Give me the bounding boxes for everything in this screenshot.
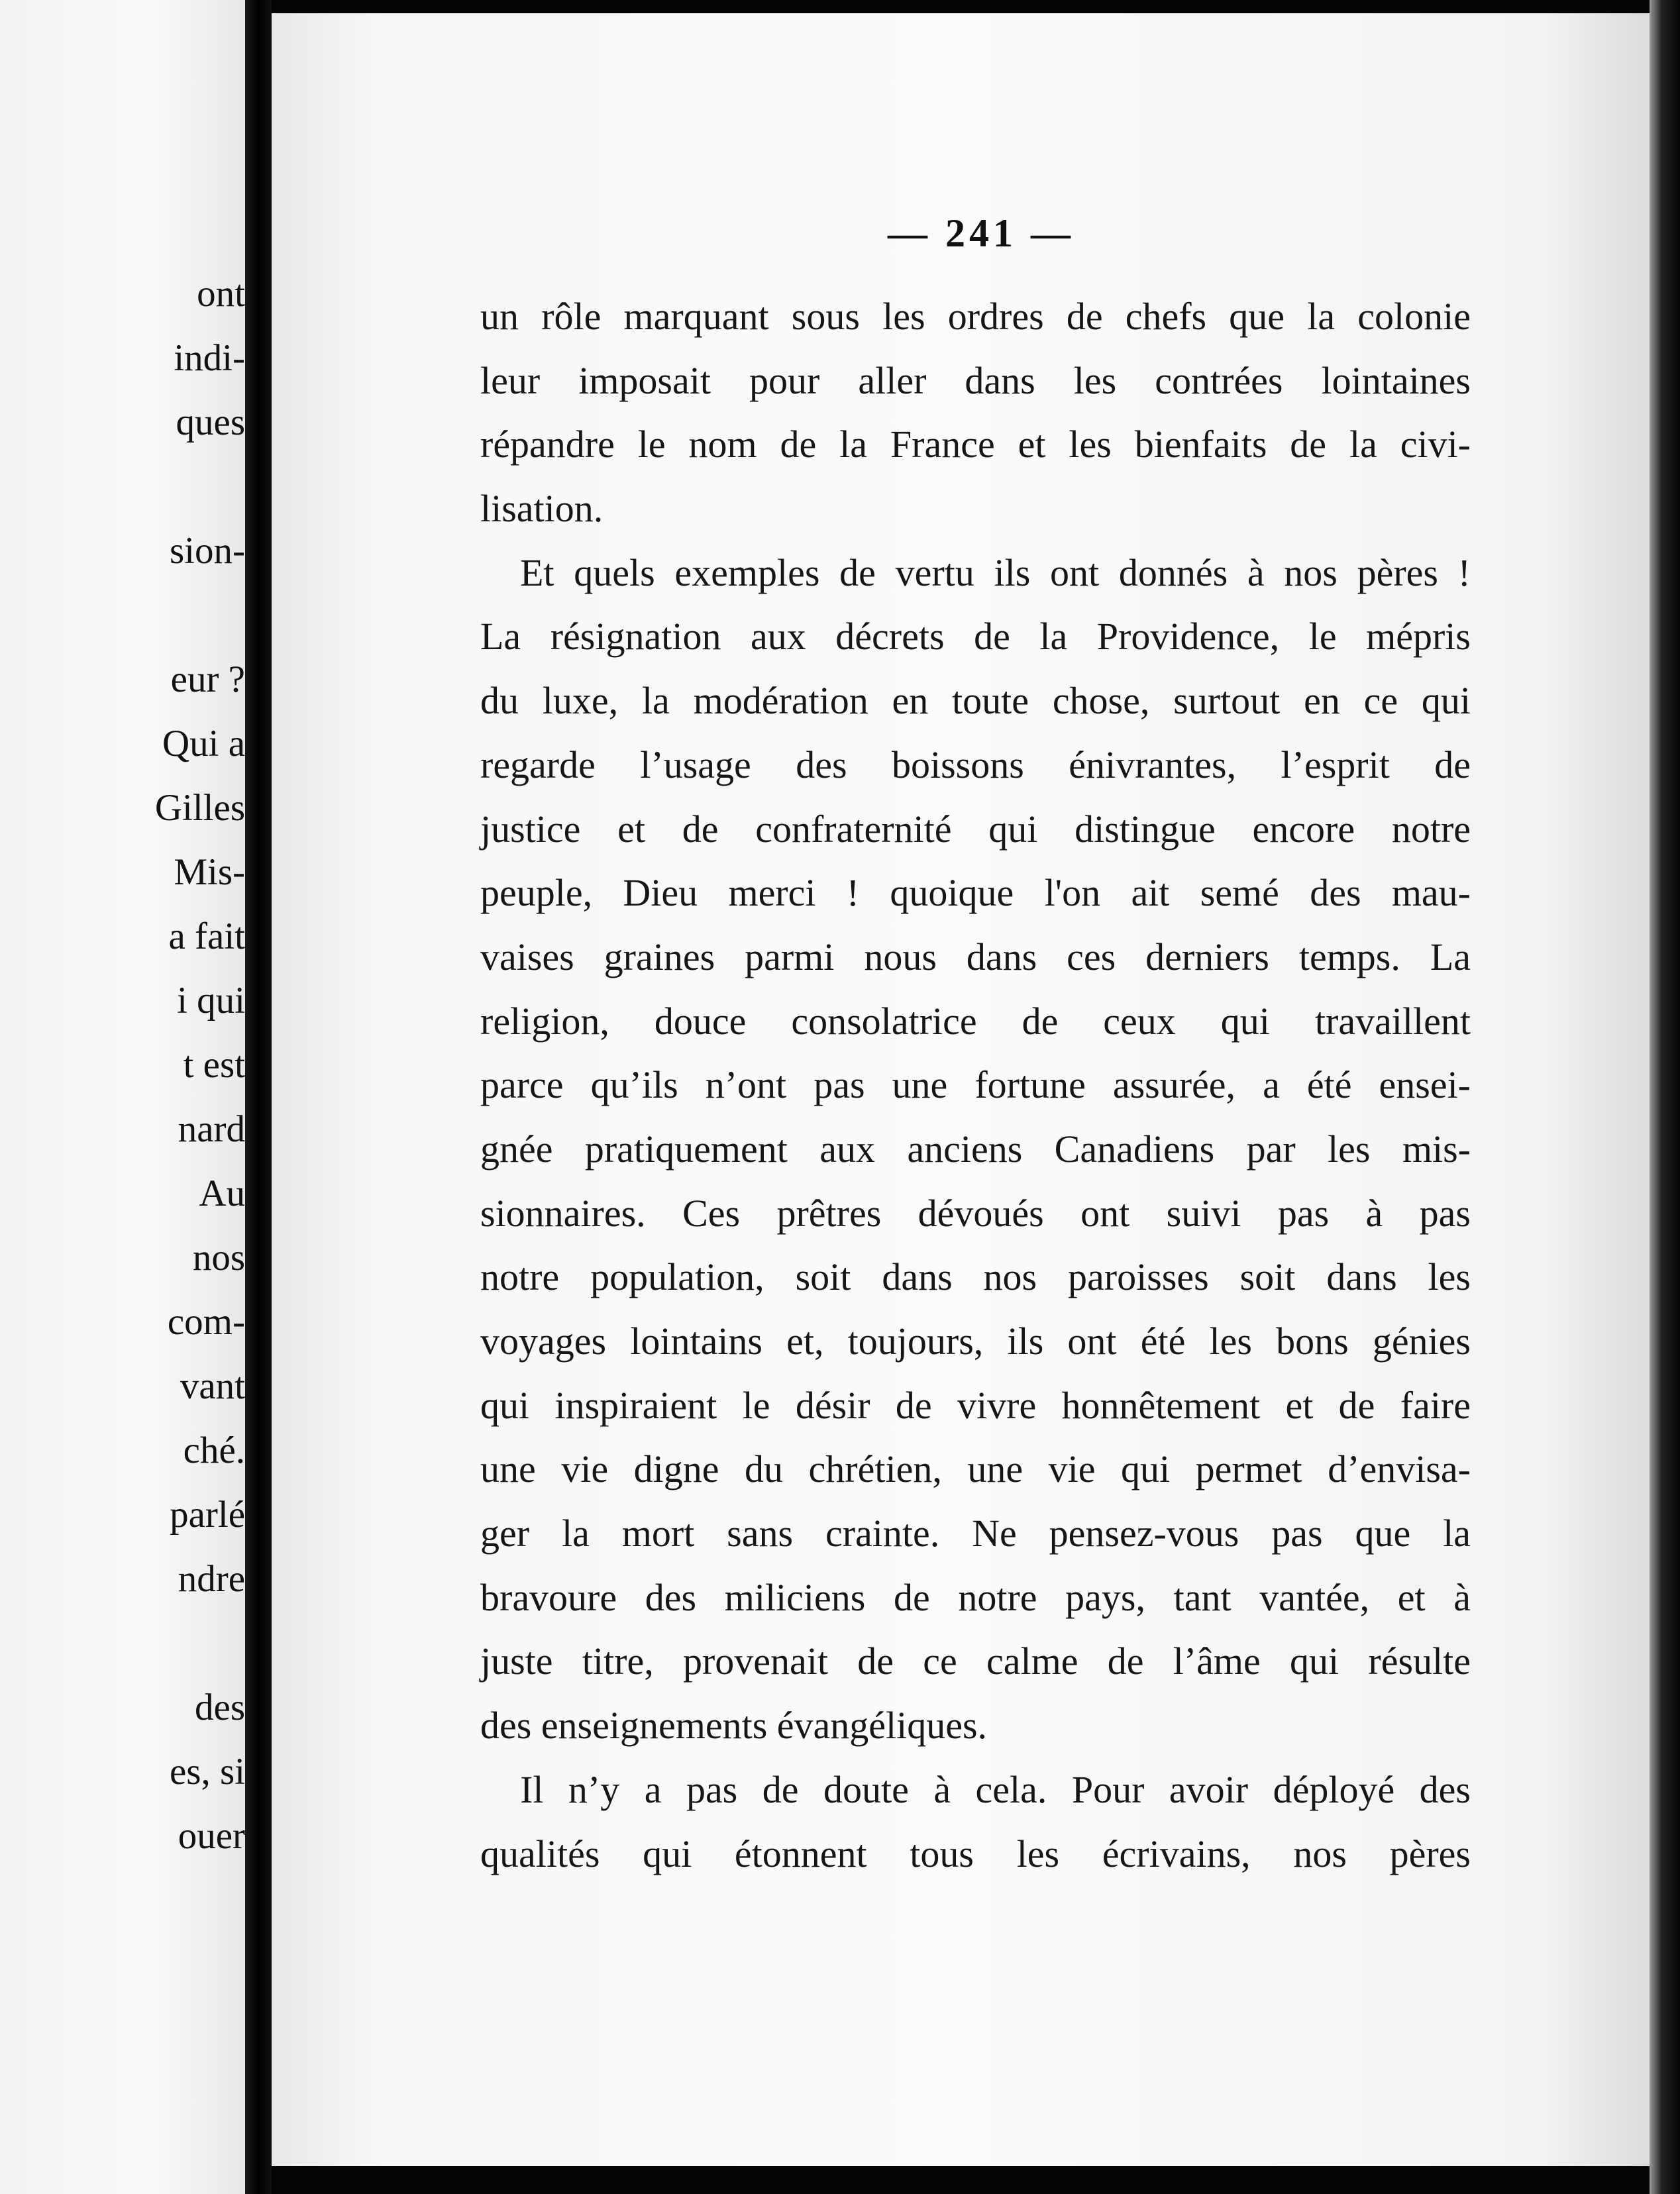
left-fragment: Gilles	[154, 787, 245, 829]
text-line: Et quels exemples de vertu ils ont donnés à nos pères !	[520, 550, 1471, 594]
text-line: justice et de confraternité qui distingue encore notre	[480, 807, 1471, 851]
left-fragment: indi-	[174, 337, 245, 379]
text-line: peuple, Dieu merci ! quoique l'on ait semé des mau-	[480, 871, 1471, 915]
left-fragment: a fait	[168, 915, 245, 957]
left-fragment: i qui	[177, 980, 245, 1021]
page-body-text	[480, 285, 1471, 1886]
text-line: répandre le nom de la France et les bienfaits de la civi-	[480, 423, 1471, 466]
left-fragment: Mis-	[174, 851, 245, 893]
left-fragment: com-	[167, 1301, 245, 1343]
left-page-text-fragments	[146, 262, 245, 1868]
text-line: religion, douce consolatrice de ceux qui travaillent	[480, 999, 1471, 1043]
text-line: gnée pratiquement aux anciens Canadiens par les mis-	[480, 1127, 1471, 1171]
text-line: qui inspiraient le désir de vivre honnêtement et de faire	[480, 1383, 1471, 1427]
left-fragment: ouer	[178, 1815, 245, 1857]
left-fragment: Au	[199, 1173, 245, 1214]
text-line: vaises graines parmi nous dans ces derniers temps. La	[480, 935, 1471, 978]
left-fragment: es, si	[170, 1751, 245, 1793]
text-line: notre population, soit dans nos paroisses soit dans les	[480, 1255, 1471, 1299]
text-line: La résignation aux décrets de la Providence, le mépris	[480, 615, 1471, 658]
text-line: leur imposait pour aller dans les contrées lointaines	[480, 358, 1471, 402]
text-line: du luxe, la modération en toute chose, surtout en ce qui	[480, 679, 1471, 723]
left-fragment: ché.	[183, 1430, 245, 1471]
left-fragment: nard	[178, 1108, 245, 1150]
text-line: une vie digne du chrétien, une vie qui permet d’envisa-	[480, 1447, 1471, 1491]
page-number: — 241 —	[888, 211, 1075, 255]
left-facing-page	[0, 0, 245, 2194]
left-fragment	[146, 583, 245, 647]
text-line: lisation.	[480, 487, 604, 531]
left-fragment: eur ?	[170, 658, 245, 700]
text-line: parce qu’ils n’ont pas une fortune assurée, a été ensei-	[480, 1063, 1471, 1107]
left-fragment	[146, 454, 245, 519]
text-line: sionnaires. Ces prêtres dévoués ont suivi pas à pas	[480, 1191, 1471, 1235]
left-fragment: parlé	[170, 1494, 245, 1536]
left-fragment: ques	[176, 401, 245, 443]
text-line: Il n’y a pas de doute à cela. Pour avoir déployé des	[520, 1767, 1471, 1811]
left-fragment	[146, 1611, 245, 1675]
text-line: regarde l’usage des boissons énivrantes, l’esprit de	[480, 743, 1471, 786]
text-line: un rôle marquant sous les ordres de chefs que la colonie	[480, 295, 1471, 338]
text-line: juste titre, provenait de ce calme de l’âme qui résulte	[480, 1640, 1471, 1683]
text-line: bravoure des miliciens de notre pays, tant vantée, et à	[480, 1575, 1471, 1619]
text-line: qualités qui étonnent tous les écrivains, nos pères	[480, 1832, 1471, 1875]
left-fragment: Qui a	[162, 723, 245, 764]
left-fragment: nos	[192, 1237, 245, 1279]
left-fragment: des	[195, 1687, 245, 1728]
book-gutter	[245, 0, 272, 2194]
left-fragment: t est	[183, 1044, 245, 1086]
text-line: des enseignements évangéliques.	[480, 1704, 988, 1748]
left-fragment: sion-	[170, 530, 245, 572]
left-fragment: ndre	[178, 1558, 245, 1600]
left-fragment: ont	[197, 273, 245, 315]
right-page-edge	[1650, 0, 1680, 2194]
left-fragment: vant	[180, 1365, 245, 1407]
text-line: voyages lointains et, toujours, ils ont été les bons génies	[480, 1320, 1471, 1363]
text-line: ger la mort sans crainte. Ne pensez-vous pas que la	[480, 1512, 1471, 1555]
